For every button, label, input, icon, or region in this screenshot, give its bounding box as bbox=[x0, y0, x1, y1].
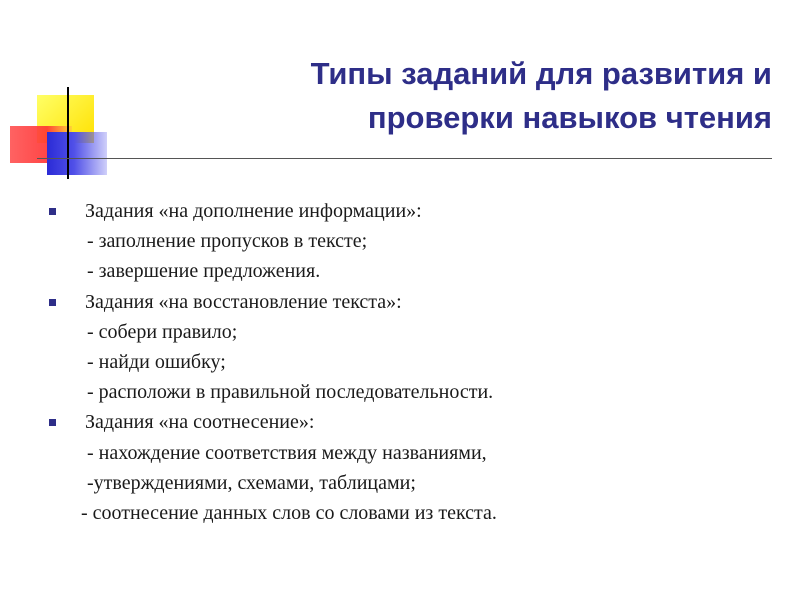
bullet-square-icon bbox=[49, 299, 56, 306]
slide-title-line-2: проверки навыков чтения bbox=[367, 100, 772, 135]
sub-item-text: - найди ошибку; bbox=[87, 351, 226, 373]
sub-item-text: - соотнесение данных слов со словами из текста. bbox=[81, 502, 497, 524]
bullet-square-icon bbox=[49, 208, 56, 215]
vertical-line-decoration bbox=[67, 87, 69, 179]
bullet-item-text: Задания «на дополнение информации»: bbox=[85, 200, 422, 222]
slide-title bbox=[152, 52, 772, 140]
bullet-item-text: Задания «на восстановление текста»: bbox=[85, 290, 402, 313]
blue-square-decoration bbox=[47, 132, 107, 175]
sub-item-text: -утверждениями, схемами, таблицами; bbox=[87, 471, 416, 494]
sub-item-text: - расположи в правильной последовательности. bbox=[87, 381, 494, 404]
sub-item-text: - собери правило; bbox=[87, 320, 238, 343]
sub-item-text: - завершение предложения. bbox=[87, 260, 321, 283]
sub-item-text: - заполнение пропусков в тексте; bbox=[87, 230, 368, 253]
slide-title-line-1: Типы заданий для развития и bbox=[310, 56, 772, 91]
sub-item-text: - нахождение соответствия между названиями, bbox=[87, 441, 487, 464]
bullet-item-text: Задания «на соотнесение»: bbox=[85, 411, 315, 434]
bullet-square-icon bbox=[49, 419, 56, 426]
title-underline bbox=[37, 158, 772, 159]
